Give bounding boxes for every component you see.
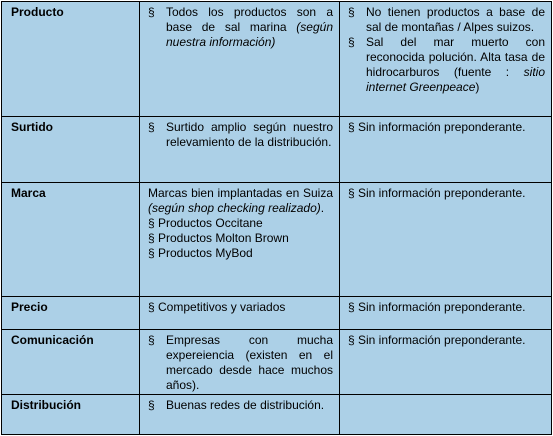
comparison-table [1, 1, 552, 435]
cell-text: Surtido amplio según nuestro relevamiento de la distribución. [166, 120, 333, 149]
row-label-marca: Marca [2, 183, 140, 297]
row-label-comunicacion: Comunicación [2, 330, 140, 395]
cell-text: Empresas con mucha expereiencia (existen en el mercado desde hace muchos años). [166, 333, 333, 392]
row-label-distribucion: Distribución [2, 395, 140, 434]
cell-text: No tienen productos a base de sal de montañas / Alpes suizos. [366, 5, 545, 34]
bullet-mark: § [148, 398, 155, 412]
marca-weaknesses: § Sin información preponderante. [340, 183, 551, 297]
precio-strengths: § Competitivos y variados [140, 297, 340, 330]
list-item: § Productos Occitane [148, 216, 263, 230]
cell-text-tail: . [320, 201, 325, 215]
producto-strengths [140, 2, 340, 117]
distribucion-weaknesses [340, 395, 551, 434]
bullet-mark: § [348, 5, 355, 19]
cell-italic-text: sitio internet Greenpeace [366, 65, 545, 94]
comunicacion-weaknesses: § Sin información preponderante. [340, 330, 551, 395]
row-label-precio: Precio [2, 297, 140, 330]
cell-text: Buenas redes de distribución. [166, 398, 325, 412]
comunicacion-strengths [140, 330, 340, 395]
cell-italic-text: (según shop checking realizado) [148, 201, 321, 215]
list-item: § Productos Molton Brown [148, 231, 289, 245]
precio-weaknesses: § Sin información preponderante. [340, 297, 551, 330]
cell-text: Todos los productos son a base de sal marina [166, 5, 333, 34]
bullet-mark: § [148, 333, 155, 347]
marca-strengths [140, 183, 340, 297]
row-label-surtido: Surtido [2, 117, 140, 183]
cell-text-tail: ) [475, 80, 480, 94]
cell-text: Sal del mar muerto con reconocida polución. Alta tasa de hidrocarburos (fuente : [366, 35, 545, 79]
cell-italic-text: (según nuestra información) [166, 20, 333, 49]
distribucion-strengths [140, 395, 340, 434]
surtido-strengths [140, 117, 340, 183]
bullet-mark: § [148, 5, 155, 19]
bullet-mark: § [148, 120, 155, 134]
list-item: § Productos MyBod [148, 246, 253, 260]
producto-weaknesses [340, 2, 551, 117]
row-label-producto: Producto [2, 2, 140, 117]
bullet-mark: § [348, 35, 355, 49]
surtido-weaknesses: § Sin información preponderante. [340, 117, 551, 183]
cell-text: Marcas bien implantadas en Suiza [148, 186, 333, 200]
